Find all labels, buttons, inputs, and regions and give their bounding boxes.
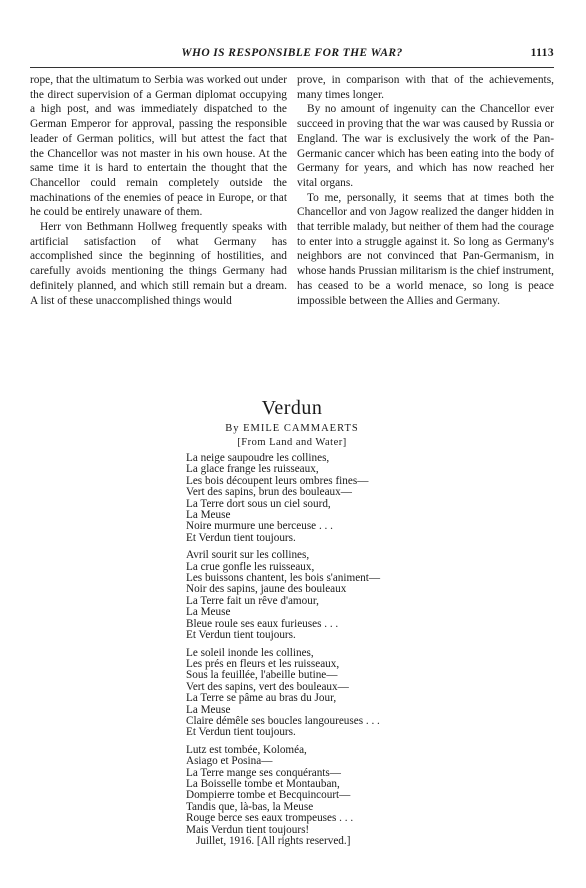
poem-line: La Meuse [186, 703, 231, 716]
poem-line: Rouge berce ses eaux trompeuses . . . [186, 812, 354, 825]
paragraph: rope, that the ultimatum to Serbia was worked out under the direct supervision of a German diplomat occupying a high post, and was immediately dispatched to the German Emperor for approval, passing the responsible leader of German politics, will but attest the fact that the Chancellor was not master in his own house. At the same time it is hard to entertain the thought that the Chancellor could remain completely outside the machinations of the enemies of peace in Europe, or that he could be entirely unaware of them. [30, 74, 287, 219]
poem-line: Claire démêle ses boucles langoureuses . . . [186, 714, 380, 727]
poem-line: Sous la feuillée, l'abeille butine— [186, 669, 338, 682]
poem-line: Dompierre tombe et Becquincourt— [186, 789, 351, 802]
poem-line: Les buissons chantent, les bois s'animent— [186, 572, 381, 585]
poem-title: Verdun [261, 397, 323, 419]
poem-line: La Terre mange ses conquérants— [186, 766, 341, 779]
poem-line: Noir des sapins, jaune des bouleaux [186, 583, 347, 596]
paragraph: prove, in comparison with that of the achievements, many times longer. [297, 74, 554, 101]
poem-line: La Boisselle tombe et Montauban, [186, 777, 340, 790]
page-number: 1113 [530, 47, 554, 59]
paragraph: To me, personally, it seems that at times both the Chancellor and von Jagow realized the danger hidden in that terrible malady, but neither of them had the courage to enter into a struggle against it. So long as Germany's neighbors are not convinced that Pan-Germanism, in whose hands Prussian militarism is the chief instrument, has ceased to be a world menace, so long is peace impossible between the Allies and Germany. [297, 191, 554, 307]
paragraph: Herr von Bethmann Hollweg frequently speaks with artificial satisfaction of what Germany has accomplished since the beginning of hostilities, and carefully avoids mentioning the things Germany had definitely planned, and which still remain but a dream. A list of these unaccomplished things would [30, 221, 287, 307]
poem-line: La neige saupoudre les collines, [186, 452, 330, 464]
poem-line: Bleue roule ses eaux furieuses . . . [186, 617, 339, 630]
poem-line: Vert des sapins, vert des bouleaux— [186, 680, 349, 693]
poem-line: Tandis que, là-bas, la Meuse [186, 800, 314, 813]
header-rule [30, 67, 554, 68]
poem-line: Asiago et Posina— [186, 755, 273, 768]
poem-line: La glace frange les ruisseaux, [186, 463, 319, 476]
poem-line: Lutz est tombée, Koloméa, [186, 743, 307, 756]
right-column [297, 73, 554, 308]
byline: By EMILE CAMMAERTS [225, 423, 359, 434]
stanza [186, 745, 436, 836]
poem-line: La crue gonfle les ruisseaux, [186, 560, 315, 573]
stanza [186, 648, 436, 739]
poem-line: Et Verdun tient toujours. [186, 629, 296, 642]
poem-line: Mais Verdun tient toujours! [186, 823, 310, 836]
poem-title-block [30, 396, 554, 450]
source-note: [From Land and Water] [237, 437, 347, 448]
poem-line: La Meuse [186, 509, 231, 522]
poem-line: Vert des sapins, brun des bouleaux— [186, 486, 352, 499]
running-head [30, 47, 554, 63]
poem-line: Noire murmure une berceuse . . . [186, 520, 333, 533]
poem [186, 453, 436, 847]
poem-line: La Terre dort sous un ciel sourd, [186, 497, 331, 510]
poem-line: Avril sourit sur les collines, [186, 549, 310, 562]
stanza [186, 453, 436, 544]
poem-line: La Terre se pâme au bras du Jour, [186, 692, 337, 705]
stanza [186, 550, 436, 641]
poem-line: La Terre fait un rêve d'amour, [186, 594, 319, 607]
poem-line: Le soleil inonde les collines, [186, 646, 314, 659]
running-title: WHO IS RESPONSIBLE FOR THE WAR? [181, 47, 403, 59]
poem-line: Les bois découpent leurs ombres fines— [186, 474, 369, 487]
paragraph: By no amount of ingenuity can the Chancellor ever succeed in proving that the war was caused by Russia or England. The war is exclusively the work of the Pan-Germanic cancer which has been eating into the body of Germany for years, and which has now reached her vital organs. [297, 103, 554, 189]
poem-line: La Meuse [186, 606, 231, 619]
poem-line: Et Verdun tient toujours. [186, 726, 296, 739]
poem-signoff: Juillet, 1916. [All rights reserved.] [196, 835, 351, 847]
left-column [30, 73, 287, 308]
poem-line: Et Verdun tient toujours. [186, 531, 296, 544]
poem-line: Les prés en fleurs et les ruisseaux, [186, 657, 340, 670]
